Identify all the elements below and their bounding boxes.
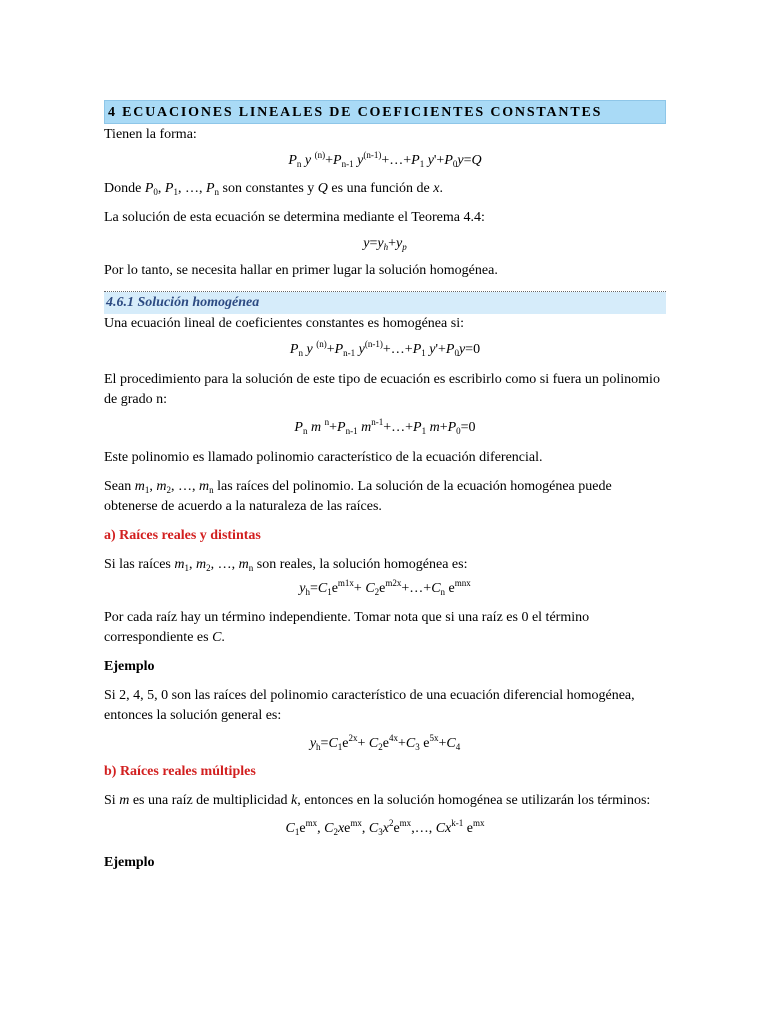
section-title: 4 ECUACIONES LINEALES DE COEFICIENTES CONSTANTES <box>104 100 666 124</box>
case-a-example-text: Si 2, 4, 5, 0 son las raíces del polinomio característico de una ecuación diferencial homogénea, entonces la solución general es: <box>104 688 635 723</box>
solucion-text: La solución de esta ecuación se determina mediante el Teorema 4.4: <box>104 210 485 225</box>
por-lo-tanto-text: Por lo tanto, se necesita hallar en primer lugar la solución homogénea. <box>104 263 498 278</box>
donde-text: Donde $P_0$, $P_1$, …, $P_n$ son constantes y Q es una función de x. <box>104 181 443 197</box>
case-a-note: Por cada raíz hay un término independiente. Tomar nota que si una raíz es 0 el término correspondiente es C. <box>104 610 590 645</box>
homogenea-intro: Una ecuación lineal de coeficientes constantes es homogénea si: <box>104 316 464 331</box>
document-page <box>104 100 666 873</box>
case-a-example-equation: $y_h=C_1e^{2x}+ C_2e^{4x}+C_3$ $e^{5x}+C_4$ <box>309 733 461 752</box>
procedimiento-text: El procedimiento para la solución de este tipo de ecuación es escribirlo como si fuera un polinomio de grado n: <box>104 372 660 407</box>
homogeneous-equation: $P_n$ y $^{(n)}+P_{n-1}$ $y^{(n-1)}+\dots+P_1$ $y'+P_0y=0$ <box>289 339 481 358</box>
case-a-equation: $y_h=C_1e^{m1x}+$ $C_2e^{m2x}+\dots+C_n$ $e^{mnx}$ <box>299 578 471 597</box>
intro-text: Tienen la forma: <box>104 127 197 142</box>
subsection-title: 4.6.1 Solución homogénea <box>104 292 666 314</box>
solution-equation: $y=y_h+y_p$ <box>363 236 407 252</box>
caracteristico-text: Este polinomio es llamado polinomio característico de la ecuación diferencial. <box>104 450 543 465</box>
case-b-example-label: Ejemplo <box>104 855 155 870</box>
case-b-text: Si m es una raíz de multiplicidad k, entonces en la solución homogénea se utilizarán los términos: <box>104 793 651 808</box>
case-a-title: a) Raíces reales y distintas <box>104 528 261 543</box>
case-b-equation: $C_1e^{mx}$, $C_2xe^{mx}$, $C_3x^2e^{mx},\dots$, Cx$^{k-1}$ $e^{mx}$ <box>285 818 485 837</box>
case-b-title: b) Raíces reales múltiples <box>104 764 256 779</box>
sean-text: Sean $m_1$, $m_2$, …, $m_n$ las raíces del polinomio. La solución de la ecuación homogénea puede obtenerse de acuerdo a la naturaleza de las raíces. <box>104 479 612 514</box>
case-a-example-label: Ejemplo <box>104 659 155 674</box>
case-a-text: Si las raíces $m_1$, $m_2$, …, $m_n$ son reales, la solución homogénea es: <box>104 557 468 573</box>
general-equation: $P_n$ y $^{(n)}+P_{n-1}$ $y^{(n-1)}+\dots+P_1$ $y'+P_0y=Q$ <box>288 150 482 169</box>
characteristic-polynomial: $P_n$ m $^n+P_{n-1}$ $m^{n-1}+\dots+P_1$ $m+P_0=0$ <box>294 417 476 436</box>
